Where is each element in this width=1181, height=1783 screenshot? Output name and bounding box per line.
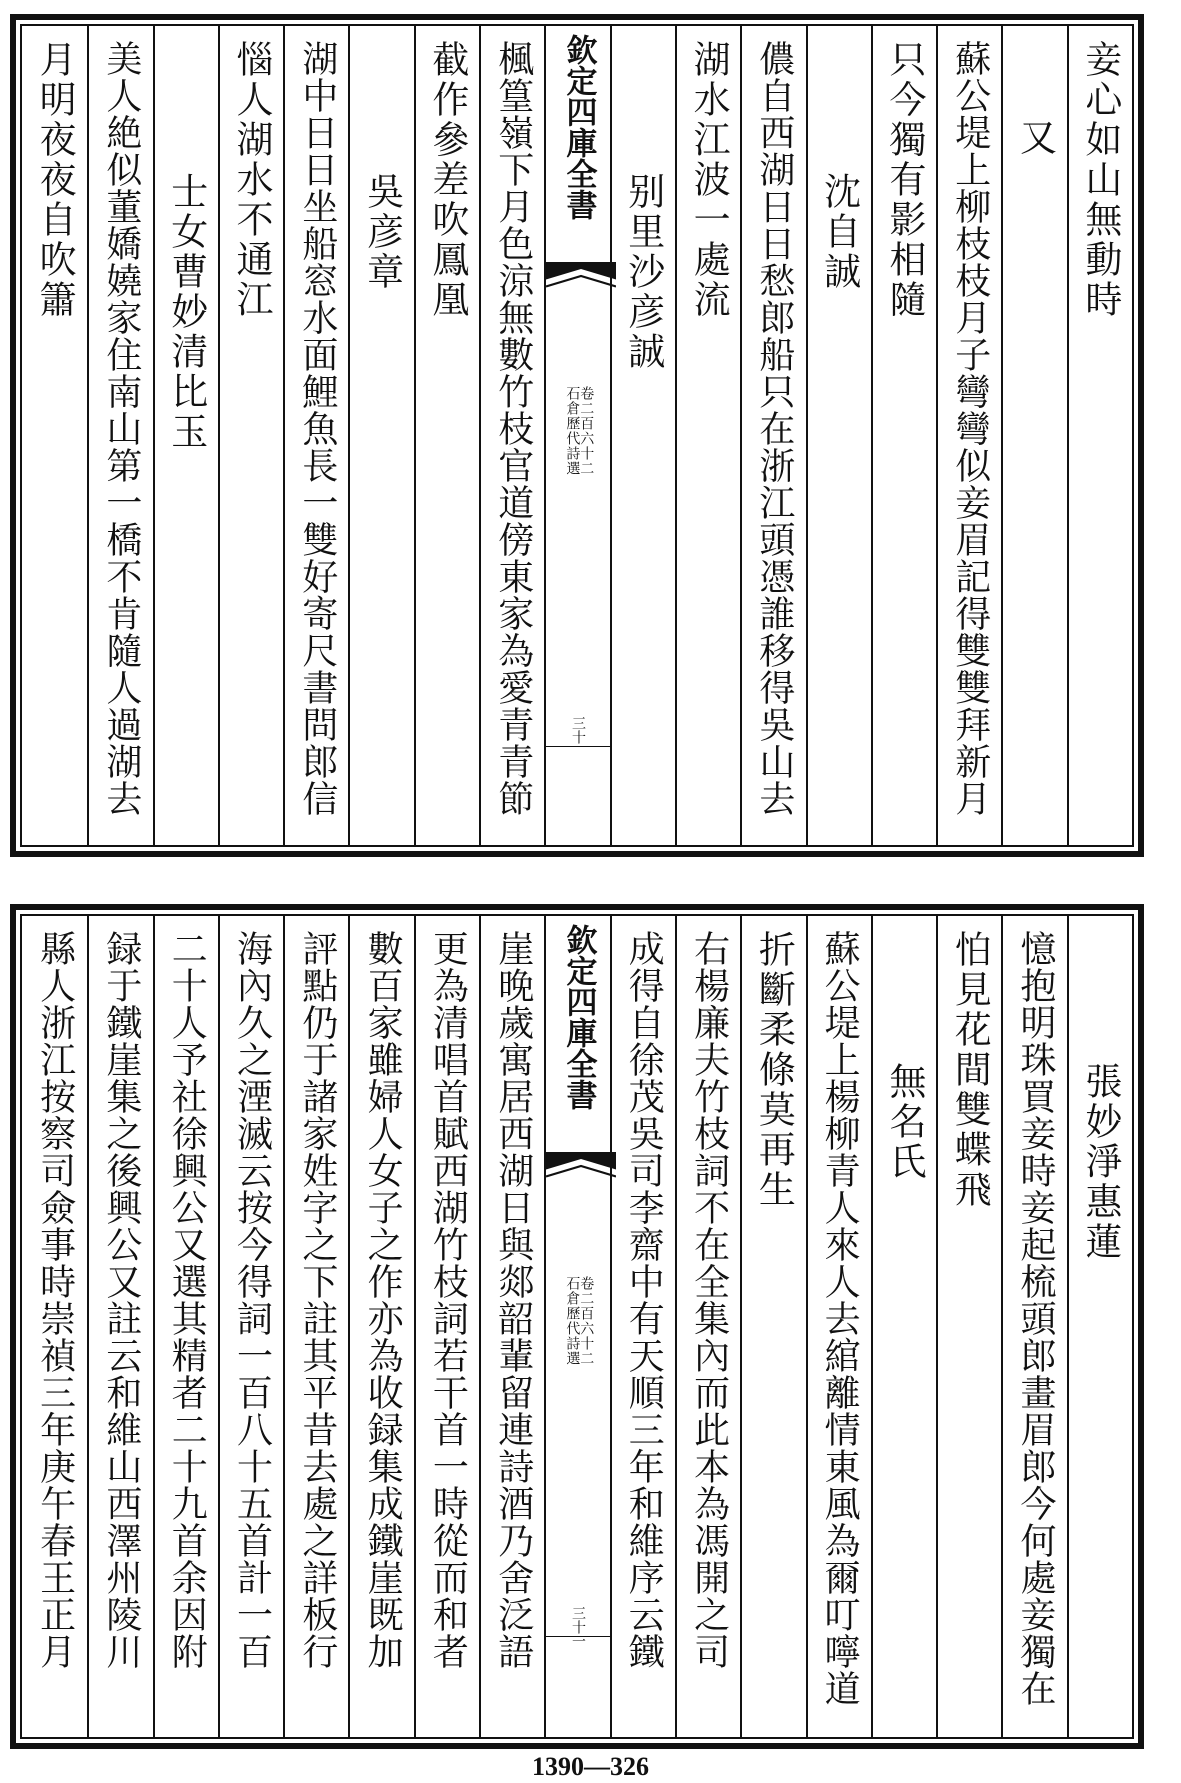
text-column bbox=[87, 26, 152, 845]
column-text: 又 bbox=[1013, 118, 1057, 158]
center-title: 欽定四庫全書 bbox=[560, 924, 597, 1110]
column-text: 只今獨有影相隨 bbox=[882, 40, 926, 320]
text-column bbox=[283, 26, 348, 845]
center-rule bbox=[546, 746, 609, 747]
text-column bbox=[675, 26, 740, 845]
text-column bbox=[871, 916, 936, 1737]
column-text: 崖晚歲寓居西湖日與郯韶輩留連詩酒乃舍泛語 bbox=[492, 930, 534, 1670]
text-column bbox=[348, 916, 413, 1737]
column-text: 月明夜夜自吹簫 bbox=[33, 40, 77, 320]
text-column bbox=[87, 916, 152, 1737]
text-column bbox=[22, 916, 87, 1737]
center-volume: 卷二百六十二 bbox=[578, 386, 595, 476]
text-column bbox=[283, 916, 348, 1737]
column-text: 士女曹妙清比玉 bbox=[164, 172, 208, 452]
bottom-page-frame bbox=[10, 904, 1144, 1749]
text-column bbox=[1001, 916, 1066, 1737]
center-rule bbox=[546, 1636, 609, 1637]
column-text: 吳彦章 bbox=[360, 172, 404, 292]
text-column bbox=[936, 916, 1001, 1737]
column-text: 蘇公堤上柳枝枝月子彎彎似妾眉記得雙雙拜新月 bbox=[949, 40, 991, 817]
column-text: 數百家雖婦人女子之作亦為收録集成鐵崖既加 bbox=[362, 930, 404, 1670]
text-column bbox=[348, 26, 413, 845]
column-text: 録于鐵崖集之後興公又註云和維山西澤州陵川 bbox=[100, 930, 142, 1670]
column-text: 湖中日日坐船窓水面鯉魚長一雙好寄尺書問郎信 bbox=[296, 40, 338, 817]
text-column bbox=[740, 916, 805, 1737]
text-column bbox=[218, 916, 283, 1737]
center-margin bbox=[544, 916, 609, 1737]
text-column bbox=[1001, 26, 1066, 845]
column-text: 折斷柔條莫再生 bbox=[752, 930, 796, 1210]
text-column bbox=[479, 26, 544, 845]
text-column bbox=[479, 916, 544, 1737]
column-text: 憶抱明珠買妾時妾起梳頭郎畫眉郎今何處妾獨在 bbox=[1015, 930, 1057, 1707]
column-text: 妾心如山無動時 bbox=[1078, 40, 1122, 320]
text-column bbox=[414, 26, 479, 845]
text-column bbox=[936, 26, 1001, 845]
center-margin bbox=[544, 26, 609, 845]
center-book-title: 石倉歷代詩選 bbox=[564, 386, 581, 476]
top-page-frame bbox=[10, 14, 1144, 857]
text-column bbox=[675, 916, 740, 1737]
column-text: 儂自西湖日日愁郎船只在浙江頭憑誰移得吳山去 bbox=[753, 40, 795, 817]
bottom-text-area bbox=[20, 914, 1134, 1739]
center-title: 欽定四庫全書 bbox=[560, 34, 597, 220]
text-column bbox=[153, 26, 218, 845]
column-text: 别里沙彦誠 bbox=[621, 172, 665, 372]
column-text: 美人絶似董嬌嬈家住南山第一橋不肯隨人過湖去 bbox=[100, 40, 142, 817]
column-text: 楓篁嶺下月色涼無數竹枝官道傍東家為愛青青節 bbox=[492, 40, 534, 817]
text-column bbox=[22, 26, 87, 845]
text-column bbox=[610, 916, 675, 1737]
column-text: 更為清唱首賦西湖竹枝詞若干首一時從而和者 bbox=[427, 930, 469, 1670]
center-book-title: 石倉歷代詩選 bbox=[564, 1276, 581, 1366]
column-text: 湖水江波一處流 bbox=[687, 40, 731, 320]
fishtail-mark bbox=[546, 262, 616, 304]
page-number: 1390—326 bbox=[532, 1752, 649, 1781]
fishtail-mark bbox=[546, 1152, 616, 1194]
text-column bbox=[610, 26, 675, 845]
center-volume: 卷二百六十二 bbox=[578, 1276, 595, 1366]
column-text: 沈自誠 bbox=[817, 172, 861, 292]
text-column bbox=[806, 26, 871, 845]
column-text: 評點仍于諸家姓字之下註其平昔去處之詳板行 bbox=[296, 930, 338, 1670]
text-column bbox=[1067, 916, 1132, 1737]
column-text: 惱人湖水不通江 bbox=[230, 40, 274, 320]
column-text: 截作參差吹鳳凰 bbox=[425, 40, 469, 320]
column-text: 二十人予社徐興公又選其精者二十九首余因附 bbox=[166, 930, 208, 1670]
column-text: 張妙淨惠蓮 bbox=[1078, 1062, 1122, 1262]
text-column bbox=[871, 26, 936, 845]
center-folio: 三十 bbox=[569, 716, 586, 744]
top-text-area bbox=[20, 24, 1134, 847]
text-column bbox=[218, 26, 283, 845]
text-column bbox=[153, 916, 218, 1737]
text-column bbox=[740, 26, 805, 845]
column-text: 怕見花間雙蝶飛 bbox=[948, 930, 992, 1210]
center-folio: 三十一 bbox=[569, 1606, 586, 1648]
column-text: 無名氏 bbox=[882, 1062, 926, 1182]
column-text: 右楊廉夫竹枝詞不在全集內而此本為馮開之司 bbox=[688, 930, 730, 1670]
text-column bbox=[414, 916, 479, 1737]
text-column bbox=[806, 916, 871, 1737]
column-text: 海內久之湮滅云按今得詞一百八十五首計一百 bbox=[231, 930, 273, 1670]
text-column bbox=[1067, 26, 1132, 845]
column-text: 成得自徐茂吳司李齋中有天順三年和維序云鐵 bbox=[623, 930, 665, 1670]
column-text: 縣人浙江按察司僉事時崇禎三年庚午春王正月 bbox=[34, 930, 76, 1670]
column-text: 蘇公堤上楊柳青人來人去綰離情東風為爾叮嚀道 bbox=[819, 930, 861, 1707]
